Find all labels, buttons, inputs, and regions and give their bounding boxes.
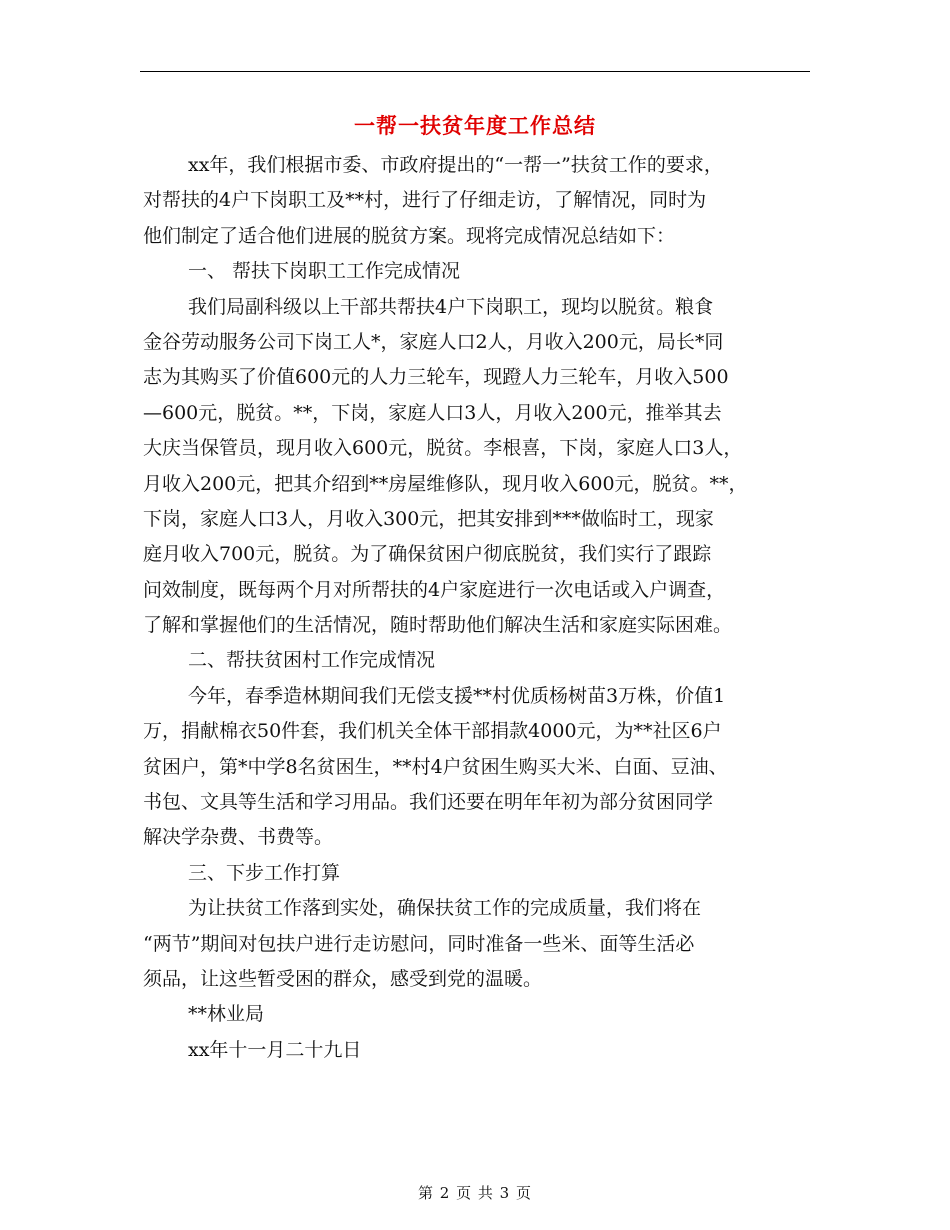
paragraph-line: 今年，春季造林期间我们无偿支援**村优质杨树苗3万株，价值1 — [188, 684, 726, 707]
paragraph-line: 问效制度，既每两个月对所帮扶的4户家庭进行一次电话或入户调查， — [143, 578, 726, 601]
paragraph-line: 须品，让这些暂受困的群众，感受到党的温暖。 — [143, 967, 543, 990]
paragraph-line: 解决学杂费、书费等。 — [143, 826, 334, 849]
paragraph-line: 万，捐献棉衣50件套，我们机关全体干部捐款4000元，为**社区6户 — [143, 720, 722, 743]
signature-date: xx年十一月二十九日 — [188, 1038, 362, 1061]
paragraph-line: “两节”期间对包扶户进行走访慰问，同时准备一些米、面等生活必 — [143, 932, 695, 955]
paragraph-line: 为让扶贫工作落到实处，确保扶贫工作的完成质量，我们将在 — [188, 897, 702, 920]
document-body — [143, 148, 815, 1068]
paragraph-line: 我们局副科级以上干部共帮扶4户下岗职工，现均以脱贫。粮食 — [188, 295, 714, 318]
paragraph-line: xx年，我们根据市委、市政府提出的“一帮一”扶贫工作的要求， — [188, 154, 723, 176]
paragraph-line: —600元，脱贫。**，下岗，家庭人口3人，月收入200元，推举其去 — [143, 401, 722, 424]
section-heading-2: 二、帮扶贫困村工作完成情况 — [188, 649, 436, 672]
page-number: 第 2 页 共 3 页 — [418, 1184, 532, 1202]
section-heading-1: 一、 帮扶下岗职工工作完成情况 — [188, 260, 461, 283]
paragraph-line: 下岗，家庭人口3人，月收入300元，把其安排到***做临时工，现家 — [143, 507, 714, 530]
document-title: 一帮一扶贫年度工作总结 — [354, 113, 596, 138]
section-heading-3: 三、下步工作打算 — [188, 861, 341, 884]
header-rule — [140, 71, 810, 72]
paragraph-line: 月收入200元，把其介绍到**房屋维修队，现月收入600元，脱贫。**， — [143, 472, 748, 495]
paragraph-line: 对帮扶的4户下岗职工及**村，进行了仔细走访，了解情况，同时为 — [143, 189, 707, 212]
paragraph-line: 了解和掌握他们的生活情况，随时帮助他们解决生活和家庭实际困难。 — [143, 614, 733, 637]
paragraph-line: 金谷劳动服务公司下岗工人*，家庭人口2人，月收入200元，局长*同 — [143, 330, 724, 353]
paragraph-line: 他们制定了适合他们进展的脱贫方案。现将完成情况总结如下： — [143, 224, 676, 247]
signature-organization: **林业局 — [188, 1003, 265, 1026]
paragraph-line: 志为其购买了价值600元的人力三轮车，现蹬人力三轮车，月收入500 — [143, 366, 729, 389]
paragraph-line: 贫困户，第*中学8名贫困生，**村4户贫困生购买大米、白面、豆油、 — [143, 755, 728, 778]
paragraph-line: 庭月收入700元，脱贫。为了确保贫困户彻底脱贫，我们实行了跟踪 — [143, 543, 712, 566]
paragraph-line: 大庆当保管员，现月收入600元，脱贫。李根喜，下岗，家庭人口3人， — [143, 437, 743, 460]
paragraph-line: 书包、文具等生活和学习用品。我们还要在明年年初为部分贫困同学 — [143, 791, 714, 814]
